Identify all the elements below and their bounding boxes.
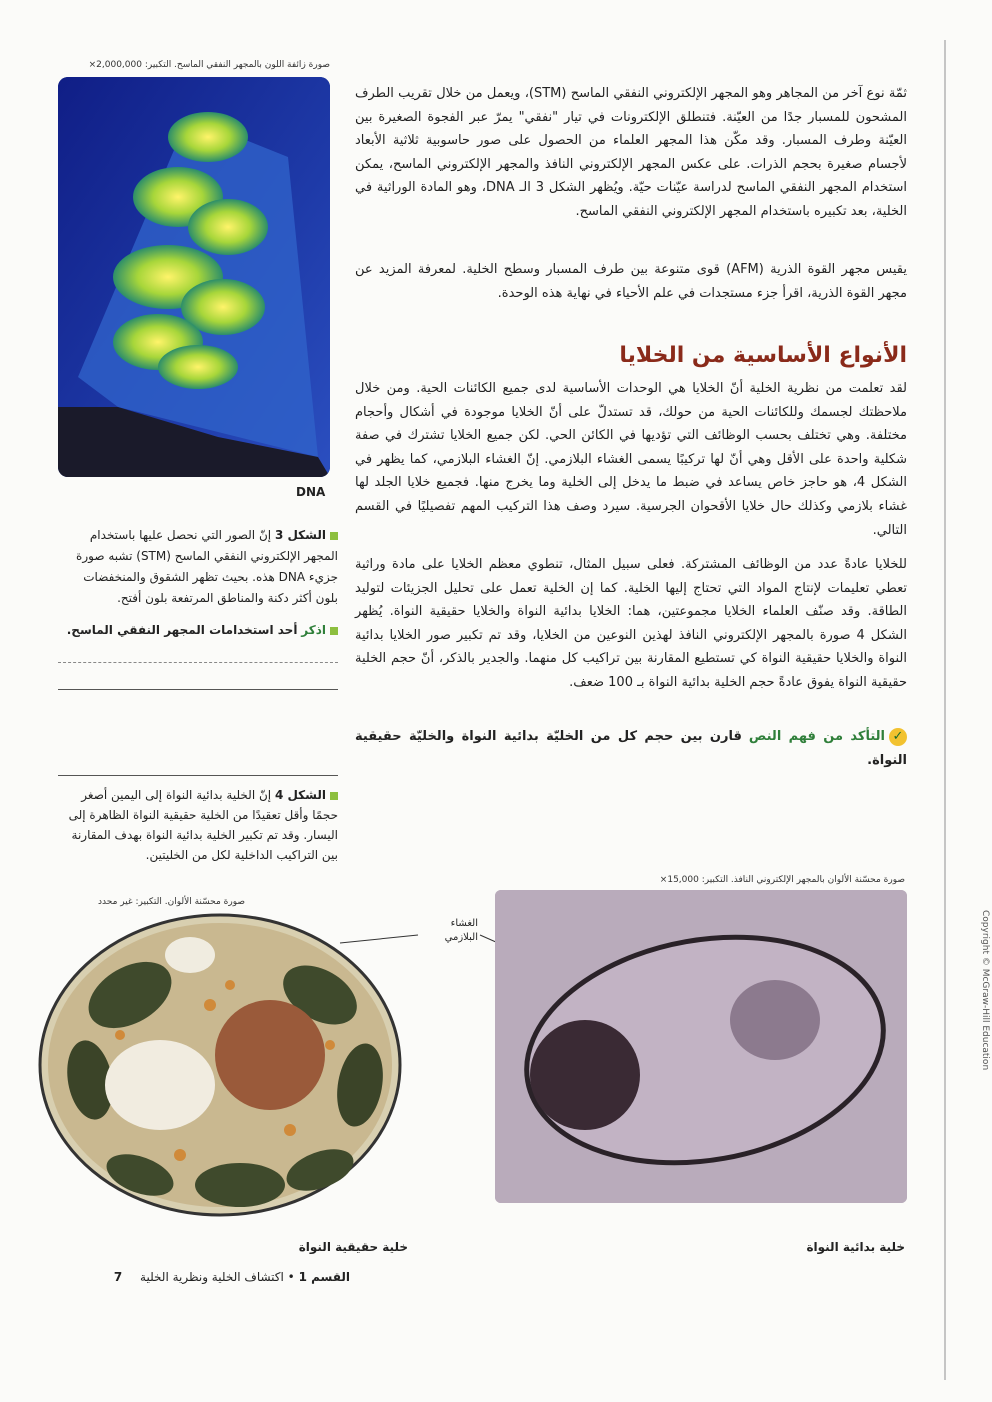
- prokaryote-magnification-label: صورة محسّنة الألوان بالمجهر الإلكتروني النافذ. التكبير: 15,000×: [659, 875, 905, 885]
- section-heading: الأنواع الأساسية من الخلايا: [619, 343, 907, 368]
- eukaryote-caption: خلية حقيقية النواة: [298, 1240, 408, 1254]
- eukaryote-magnification-label: صورة محسّنة الألوان. التكبير: غير محدد: [98, 897, 245, 907]
- prokaryote-cell-image: [495, 890, 907, 1203]
- paragraph-afm: يقيس مجهر القوة الذرية (AFM) قوى متنوعة بين طرف المسبار وسطح الخلية. لمعرفة المزيد عن مجهر القوة الذرية، اقرأ جزء مستجدات في علم الأحياء في نهاية هذه الوحدة.: [355, 262, 907, 301]
- footer-bullet: •: [287, 1270, 295, 1284]
- side-copyright: Copyright © McGraw-Hill Education: [980, 910, 990, 1071]
- answer-line-1: [58, 662, 338, 663]
- dna-stm-image: [58, 77, 330, 477]
- recall-marker-icon: [330, 627, 338, 635]
- reading-check: [355, 725, 907, 772]
- fig4-caption-text: إنّ الخلية بدائية النواة إلى اليمين أصغر حجمًا وأقل تعقيدًا من الخلية حقيقية النواة الظاهرة إلى اليسار. وقد تم تكبير الخلية بدائية النواة بهدف المقارنة بين التراكيب الداخلية لكل من الخليتين.: [68, 788, 338, 862]
- paragraph-prokaryote-eukaryote: للخلايا عادةً عدد من الوظائف المشتركة. فعلى سبيل المثال، تنطوي معظم الخلايا على مادة وراثية تعطي تعليمات لإنتاج المواد التي تحتاج إليها الخلية. كما إن الخلية تعمل على تحليل الجزيئات لتوليد الطاقة. وقد صنّف العلماء الخلايا مجموعتين، هما: الخلايا بدائية النواة والخلايا حقيقية النواة. يُظهر الشكل 4 صورة بالمجهر الإلكتروني النافذ لهذين النوعين من الخلايا، وقد تم تكبير صور الخلايا بدائية النواة والخلايا حقيقية النواة كي تستطيع المقارنة بين تراكيب كل منهما. والجدير بالذكر، أنّ حجم الخلية حقيقية النواة يفوق عادةً حجم الخلية بدائية النواة بـ 100 ضعف.: [355, 557, 907, 690]
- recall-text: أحد استخدامات المجهر النفقي الماسح.: [66, 623, 298, 637]
- fig3-recall: [58, 620, 338, 641]
- page-footer: [50, 1270, 350, 1284]
- side-divider: [944, 40, 946, 1380]
- footer-page-number: 7: [113, 1270, 123, 1284]
- dna-stm-svg: [58, 77, 330, 477]
- fig3-caption: [58, 525, 338, 609]
- fig3-caption-text: إنّ الصور التي نحصل عليها باستخدام المجهر الإلكتروني النفقي الماسح (STM) تشبه صورة جزيء DNA هذه. بحيث تظهر الشقوق والمنخفضات بلون أكثر دكنة والمناطق المرتفعة بلون أفتح.: [76, 528, 338, 605]
- prokaryote-cell-svg: [495, 890, 907, 1203]
- dna-image-label: DNA: [296, 485, 326, 499]
- check-icon: ✓: [889, 728, 907, 746]
- recall-title: اذكر: [301, 623, 326, 637]
- paragraph-cell-types: لقد تعلمت من نظرية الخلية أنّ الخلايا هي الوحدات الأساسية لدى جميع الكائنات الحية. ومن خلال ملاحظتك لجسمك وللكائنات الحية من حولك، قد تستدلّ على أنّ الخلايا موجودة في أشكال وأحجام مختلفة. وهي تختلف بحسب الوظائف التي تؤديها في الكائن الحي. لكن جميع الخلايا تشترك في صفة شكلية واحدة على الأقل وهي أنّ لها تركيبًا يسمى الغشاء البلازمي. إنّ الغشاء البلازمي، كما يظهر في الشكل 4، هو حاجز خاص يساعد في ضبط ما يدخل إلى الخلية وما يخرج منها. فجميع خلايا الجلد لها غشاء بلازمي وكذلك حال خلايا الأقحوان الجرسية. سيرد وصف هذا التركيب المهم تفصيليًا في القسم التالي.: [355, 381, 907, 538]
- prokaryote-caption: خلية بدائية النواة: [806, 1240, 905, 1254]
- fig3-magnification-label: صورة زائفة اللون بالمجهر النفقي الماسح. التكبير: 2,000,000×: [88, 60, 330, 70]
- fig3-caption-title: الشكل 3: [274, 528, 326, 542]
- fig4-caption-marker-icon: [330, 792, 338, 800]
- fig4-caption: [58, 785, 338, 865]
- footer-title: اكتشاف الخلية ونظرية الخلية: [140, 1270, 284, 1284]
- check-text: قارن بين حجم كل من الخليّة بدائية النواة والخليّة حقيقية النواة.: [355, 729, 907, 768]
- paragraph-stm: ثمّة نوع آخر من المجاهر وهو المجهر الإلكتروني النفقي الماسح (STM)، ويعمل من خلال تقريب الطرف المشحون للمسبار جدًا من العيّنة. فتنطلق الإلكترونات في تيار "نفقي" يمرّ عبر الفجوة الصغيرة بين العيّنة وطرف المسبار. وقد مكّن هذا المجهر العلماء من الحصول على صور حاسوبية ثلاثية الأبعاد لأجسام صغيرة بحجم الذرات. على عكس المجهر الإلكتروني النافذ والمجهر الإلكتروني الماسح، يمكن استخدام المجهر النفقي الماسح لدراسة عيّنات حيّة. ويُظهر الشكل 3 الـ DNA، وهو المادة الوراثية في الخلية، بعد تكبيره باستخدام المجهر الإلكتروني النفقي الماسح.: [355, 86, 907, 219]
- footer-section: القسم 1: [298, 1270, 350, 1284]
- membrane-pointer-label: الغشاء البلازمي: [444, 918, 478, 943]
- answer-line-3: [58, 775, 338, 776]
- fig4-caption-title: الشكل 4: [274, 788, 326, 802]
- check-title: التأكد من فهم النص: [748, 729, 885, 744]
- caption-marker-icon: [330, 532, 338, 540]
- answer-line-2: [58, 689, 338, 690]
